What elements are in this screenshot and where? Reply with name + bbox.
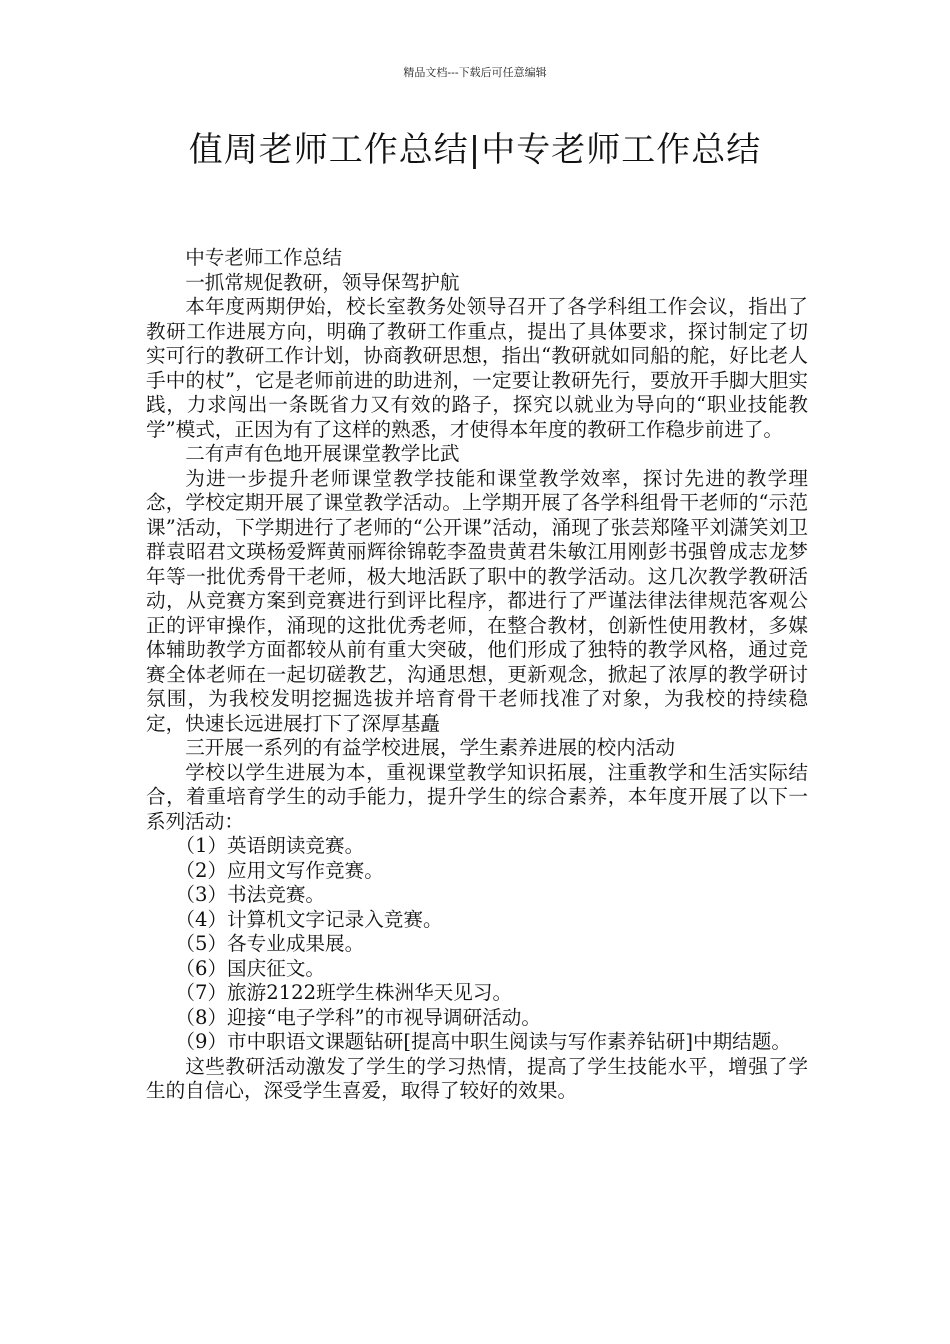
paragraph: 学校以学生进展为本，重视课堂教学知识拓展，注重教学和生活实际结合，着重培育学生的动手能力，提升学生的综合素养，本年度开展了以下一系列活动： — [146, 760, 808, 833]
list-item: （6）国庆征文。 — [175, 956, 326, 980]
list-item: （8）迎接“电子学科”的市视导调研活动。 — [175, 1005, 541, 1029]
document-body — [146, 246, 808, 1104]
list-item: （2）应用文写作竞赛。 — [175, 858, 384, 882]
list-item: （5）各专业成果展。 — [175, 932, 365, 955]
header-note: 精品文档---下载后可任意编辑 — [403, 66, 547, 79]
list-item: （3）书法竞赛。 — [175, 883, 326, 906]
document-title: 值周老师工作总结|中专老师工作总结 — [188, 130, 762, 170]
list-item: （7）旅游2122班学生株洲华天见习。 — [175, 981, 513, 1004]
paragraph: 中专老师工作总结 — [185, 246, 342, 269]
list-item: （4）计算机文字记录入竞赛。 — [175, 907, 443, 931]
paragraph: 为进一步提升老师课堂教学技能和课堂教学效率，探讨先进的教学理念，学校定期开展了课堂教学活动。上学期开展了各学科组骨干老师的“示范课”活动，下学期进行了老师的“公开课”活动，涌现了张芸郑隆平刘潇笑刘卫群袁昭君文瑛杨爱辉黄丽辉徐锦乾李盈贵黄君朱敏江用刚彭书强曾成志龙梦年等一批优秀骨干老师，极大地活跃了职中的教学活动。这几次教学教研活动，从竞赛方案到竞赛进行到评比程序，都进行了严谨法律法律规范客观公正的评审操作，涌现的这批优秀老师，在整合教材，创新性使用教材，多媒体辅助教学方面都较从前有重大突破，他们形成了独特的教学风格，通过竞赛全体老师在一起切磋教艺，沟通思想，更新观念，掀起了浓厚的教学研讨氛围，为我校发明挖掘选拔并培育骨干老师找准了对象，为我校的持续稳定，快速长远进展打下了深厚基矗 — [146, 466, 808, 735]
list-item: （1）英语朗读竞赛。 — [175, 834, 365, 857]
paragraph: 本年度两期伊始，校长室教务处领导召开了各学科组工作会议，指出了教研工作进展方向，明确了教研工作重点，提出了具体要求，探讨制定了切实可行的教研工作计划，协商教研思想，指出“教研就如同船的舵，好比老人手中的杖”，它是老师前进的助进剂，一定要让教研先行，要放开手脚大胆实践，力求闯出一条既省力又有效的路子，探究以就业为导向的“职业技能教学”模式，正因为有了这样的熟悉，才使得本年度的教研工作稳步前进了。 — [146, 295, 808, 441]
list-item: （9）市中职语文课题钻研[提高中职生阅读与写作素养钻研]中期结题。 — [175, 1030, 791, 1053]
section-heading: 二有声有色地开展课堂教学比武 — [185, 442, 460, 465]
paragraph: 这些教研活动激发了学生的学习热情，提高了学生技能水平，增强了学生的自信心，深受学生喜爱，取得了较好的效果。 — [146, 1054, 808, 1102]
section-heading: 一抓常规促教研，领导保驾护航 — [185, 270, 460, 294]
section-heading: 三开展一系列的有益学校进展，学生素养进展的校内活动 — [185, 736, 676, 759]
